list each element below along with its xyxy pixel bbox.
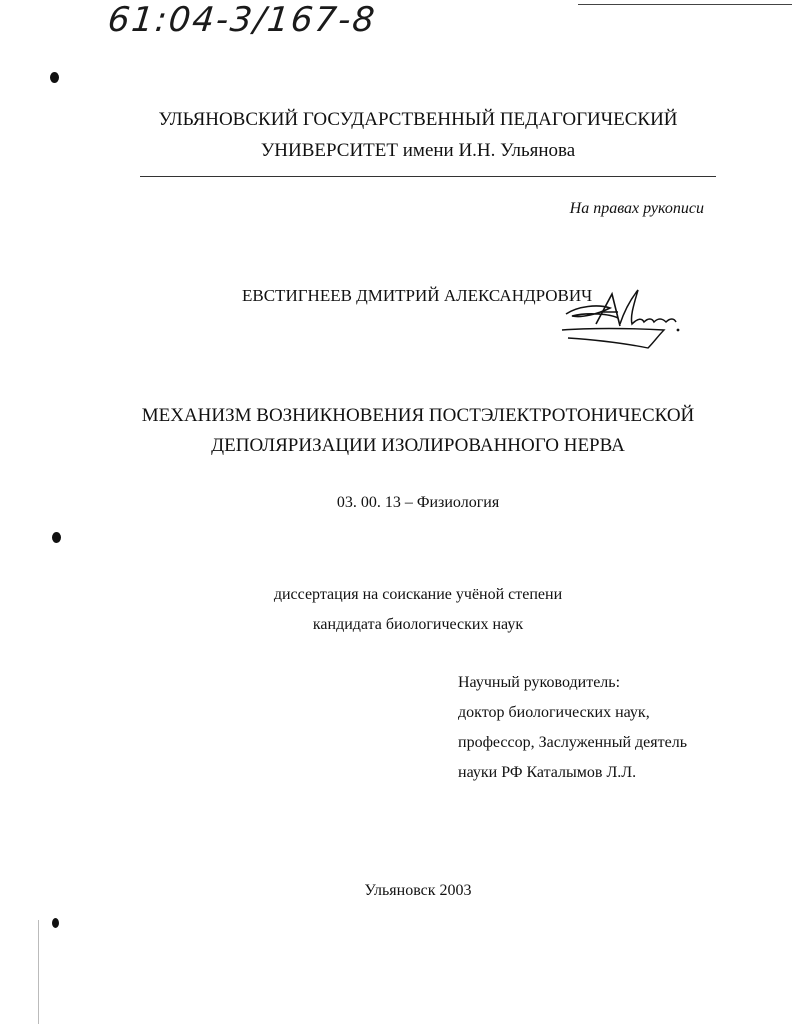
dissertation-title (0, 401, 792, 461)
advisor-line-1: Научный руководитель: (458, 674, 621, 691)
university-name (0, 104, 792, 166)
author-name: ЕВСТИГНЕЕВ ДМИТРИЙ АЛЕКСАНДРОВИЧ (242, 286, 593, 305)
advisor-line-4: науки РФ Каталымов Л.Л. (458, 764, 637, 781)
binding-hole-mark (52, 918, 59, 928)
advisor-line-2: доктор биологических наук, (458, 704, 650, 721)
degree-statement (0, 580, 792, 640)
header-divider (140, 176, 716, 177)
scan-edge-line (38, 920, 39, 1024)
binding-hole-mark (50, 72, 59, 83)
advisor-line-3: профессор, Заслуженный деятель (458, 734, 687, 751)
binding-hole-mark (52, 532, 61, 543)
manuscript-note: На правах рукописи (569, 200, 704, 217)
author-signature (558, 284, 688, 354)
archive-code-handwritten: 61:04-3/167-8 (105, 0, 379, 40)
top-rule (578, 4, 792, 5)
university-line-1: УЛЬЯНОВСКИЙ ГОСУДАРСТВЕННЫЙ ПЕДАГОГИЧЕСКИЙ (158, 109, 678, 130)
degree-line-1: диссертация на соискание учёной степени (273, 586, 563, 603)
scientific-advisor (458, 668, 687, 788)
specialty-code: 03. 00. 13 – Физиология (336, 494, 500, 511)
title-line-1: МЕХАНИЗМ ВОЗНИКНОВЕНИЯ ПОСТЭЛЕКТРОТОНИЧЕСКОЙ (141, 405, 695, 426)
title-line-2: ДЕПОЛЯРИЗАЦИИ ИЗОЛИРОВАННОГО НЕРВА (211, 435, 625, 456)
degree-line-2: кандидата биологических наук (312, 616, 524, 633)
university-line-2: УНИВЕРСИТЕТ имени И.Н. Ульянова (260, 140, 576, 161)
city-year: Ульяновск 2003 (364, 882, 472, 899)
